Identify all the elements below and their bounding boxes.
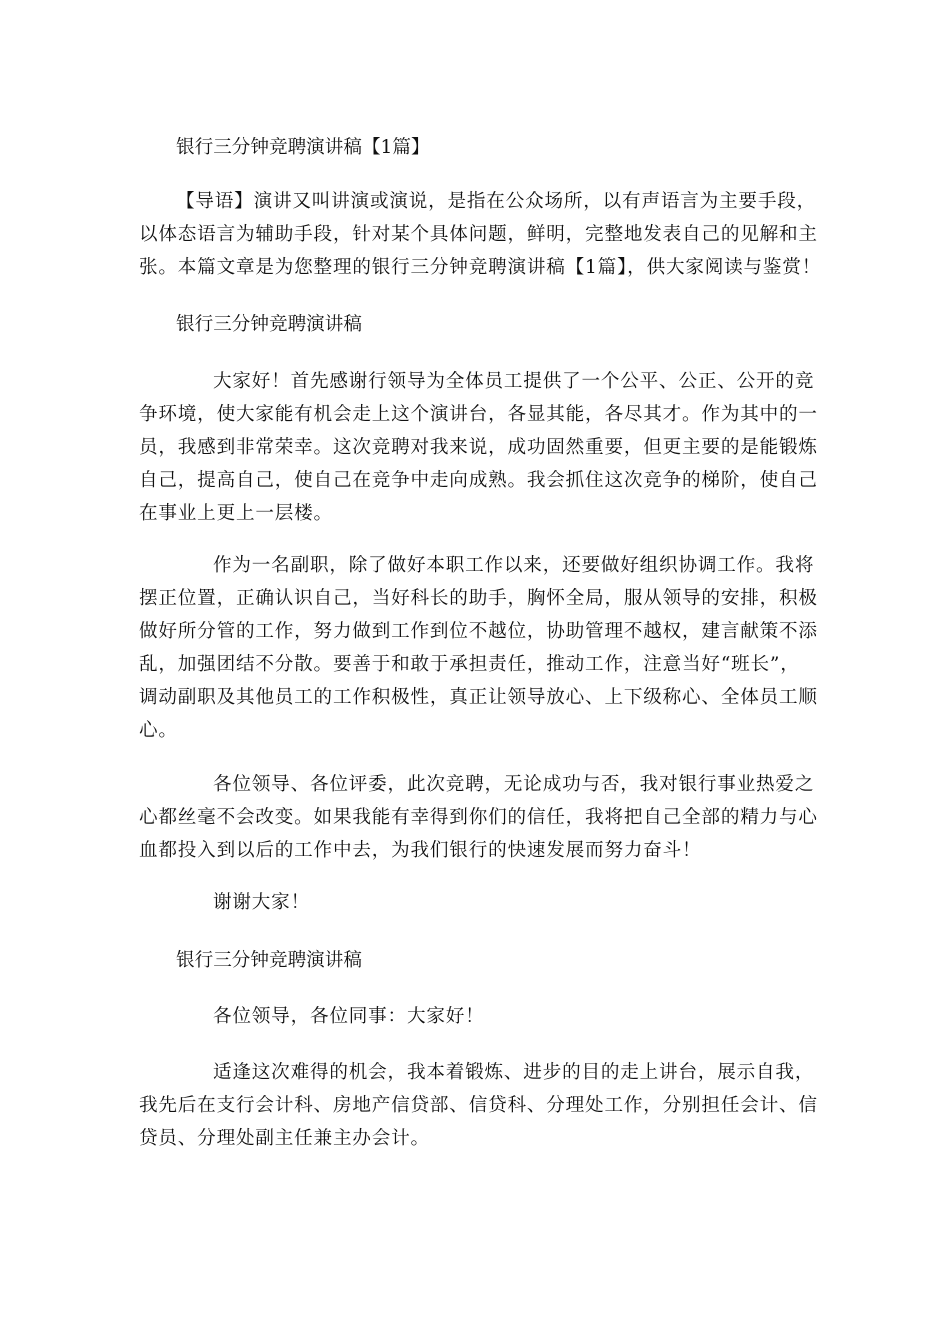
- paragraph-line: 血都投入到以后的工作中去，为我们银行的快速发展而努力奋斗！: [139, 840, 702, 861]
- intro-line: 张。本篇文章是为您整理的银行三分钟竞聘演讲稿【1篇】，供大家阅读与鉴赏！: [139, 257, 822, 278]
- paragraph-line: 自己，提高自己，使自己在竞争中走向成熟。我会抓住这次竞争的梯阶，使自己: [139, 470, 818, 491]
- paragraph-1: [139, 365, 819, 530]
- paragraph-line: 心都丝毫不会改变。如果我能有幸得到你们的信任，我将把自己全部的精力与心: [139, 807, 818, 828]
- greeting-line: 各位领导，各位同事：大家好！: [213, 1006, 485, 1027]
- paragraph-line: 摆正位置，正确认识自己，当好科长的助手，胸怀全局，服从领导的安排，积极: [139, 588, 818, 609]
- paragraph-line: 大家好！首先感谢行领导为全体员工提供了一个公平、公正、公开的竞: [213, 371, 815, 392]
- paragraph-line: 调动副职及其他员工的工作积极性，真正让领导放心、上下级称心、全体员工顺: [139, 687, 818, 708]
- intro-line: 【导语】演讲又叫讲演或演说，是指在公众场所，以有声语言为主要手段，: [176, 191, 816, 212]
- intro-line: 以体态语言为辅助手段，针对某个具体问题，鲜明，完整地发表自己的见解和主: [139, 224, 818, 245]
- paragraph-line: 争环境，使大家能有机会走上这个演讲台，各显其能，各尽其才。作为其中的一: [139, 404, 818, 425]
- paragraph-line: 贷员、分理处副主任兼主办会计。: [139, 1128, 430, 1149]
- thanks-paragraph: [139, 886, 819, 919]
- paragraph-line: 在事业上更上一层楼。: [139, 503, 333, 524]
- paragraph-line: 各位领导、各位评委，此次竞聘，无论成功与否，我对银行事业热爱之: [213, 774, 815, 795]
- paragraph-3: [139, 768, 819, 867]
- paragraph-line: 我先后在支行会计科、房地产信贷部、信贷科、分理处工作，分别担任会计、信: [139, 1095, 818, 1116]
- section-title: 银行三分钟竞聘演讲稿: [176, 950, 362, 971]
- paragraph-line: 适逢这次难得的机会，我本着锻炼、进步的目的走上讲台，展示自我，: [213, 1062, 815, 1083]
- paragraph-line: 心。: [139, 720, 178, 741]
- thanks-line: 谢谢大家！: [213, 892, 310, 913]
- section-title: 银行三分钟竞聘演讲稿: [176, 314, 362, 335]
- paragraph-4: [139, 1056, 819, 1155]
- paragraph-line: 乱，加强团结不分散。要善于和敢于承担责任，推动工作，注意当好“班长”，: [139, 654, 800, 675]
- greeting-paragraph: [139, 1000, 819, 1033]
- intro-paragraph: [139, 185, 822, 284]
- paragraph-line: 员，我感到非常荣幸。这次竞聘对我来说，成功固然重要，但更主要的是能锻炼: [139, 437, 818, 458]
- document-title: 银行三分钟竞聘演讲稿【1篇】: [176, 137, 430, 158]
- paragraph-line: 做好所分管的工作，努力做到工作到位不越位，协助管理不越权，建言献策不添: [139, 621, 818, 642]
- paragraph-line: 作为一名副职，除了做好本职工作以来，还要做好组织协调工作。我将: [213, 555, 815, 576]
- paragraph-2: [139, 549, 819, 747]
